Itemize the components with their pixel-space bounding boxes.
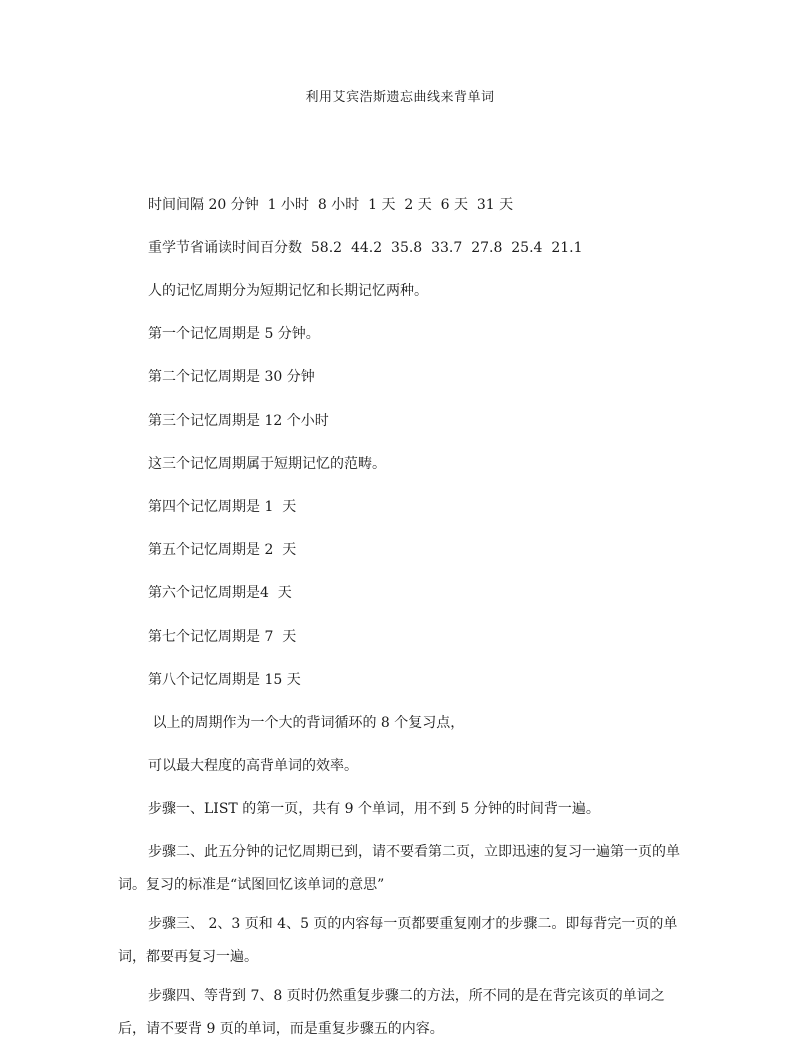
interval-row: 时间间隔 20 分钟 1 小时 8 小时 1 天 2 天 6 天 31 天 [148, 197, 514, 213]
text-line: 第一个记忆周期是 5 分钟。 [148, 326, 320, 342]
text-line: 第七个记忆周期是 7 天 [148, 629, 297, 645]
text-line: 以上的周期作为一个大的背词循环的 8 个复习点， [148, 715, 465, 731]
step-one: 步骤一、LIST 的第一页，共有 9 个单词，用不到 5 分钟的时间背一遍。 [148, 801, 600, 817]
document-title: 利用艾宾浩斯遗忘曲线来背单词 [305, 90, 495, 105]
text-line: 第五个记忆周期是 2 天 [148, 542, 297, 558]
step-three: 步骤三、 2、3 页和 4、5 页的内容每一页都要重复刚才的步骤二。即每背完一页的单词，都要再复习一遍。 [118, 916, 678, 965]
text-line: 第三个记忆周期是 12 个小时 [148, 413, 329, 429]
text-line: 人的记忆周期分为短期记忆和长期记忆两种。 [148, 283, 428, 299]
text-line: 第六个记忆周期是4 天 [148, 585, 292, 601]
step-two: 步骤二、此五分钟的记忆周期已到，请不要看第二页，立即迅速的复习一遍第一页的单词。复习的标准是“试图回忆该单词的意思” [118, 844, 680, 893]
text-line: 可以最大程度的高背单词的效率。 [148, 758, 358, 774]
text-line: 这三个记忆周期属于短期记忆的范畴。 [148, 456, 386, 472]
step-four: 步骤四、等背到 7、8 页时仍然重复步骤二的方法，所不同的是在背完该页的单词之后，请不要背 9 页的单词，而是重复步骤五的内容。 [118, 988, 665, 1037]
text-line: 第八个记忆周期是 15 天 [148, 672, 301, 688]
savings-row: 重学节省诵读时间百分数 58.2 44.2 35.8 33.7 27.8 25.4 21.1 [148, 240, 583, 256]
text-line: 第四个记忆周期是 1 天 [148, 499, 297, 515]
text-line: 第二个记忆周期是 30 分钟 [148, 369, 315, 385]
